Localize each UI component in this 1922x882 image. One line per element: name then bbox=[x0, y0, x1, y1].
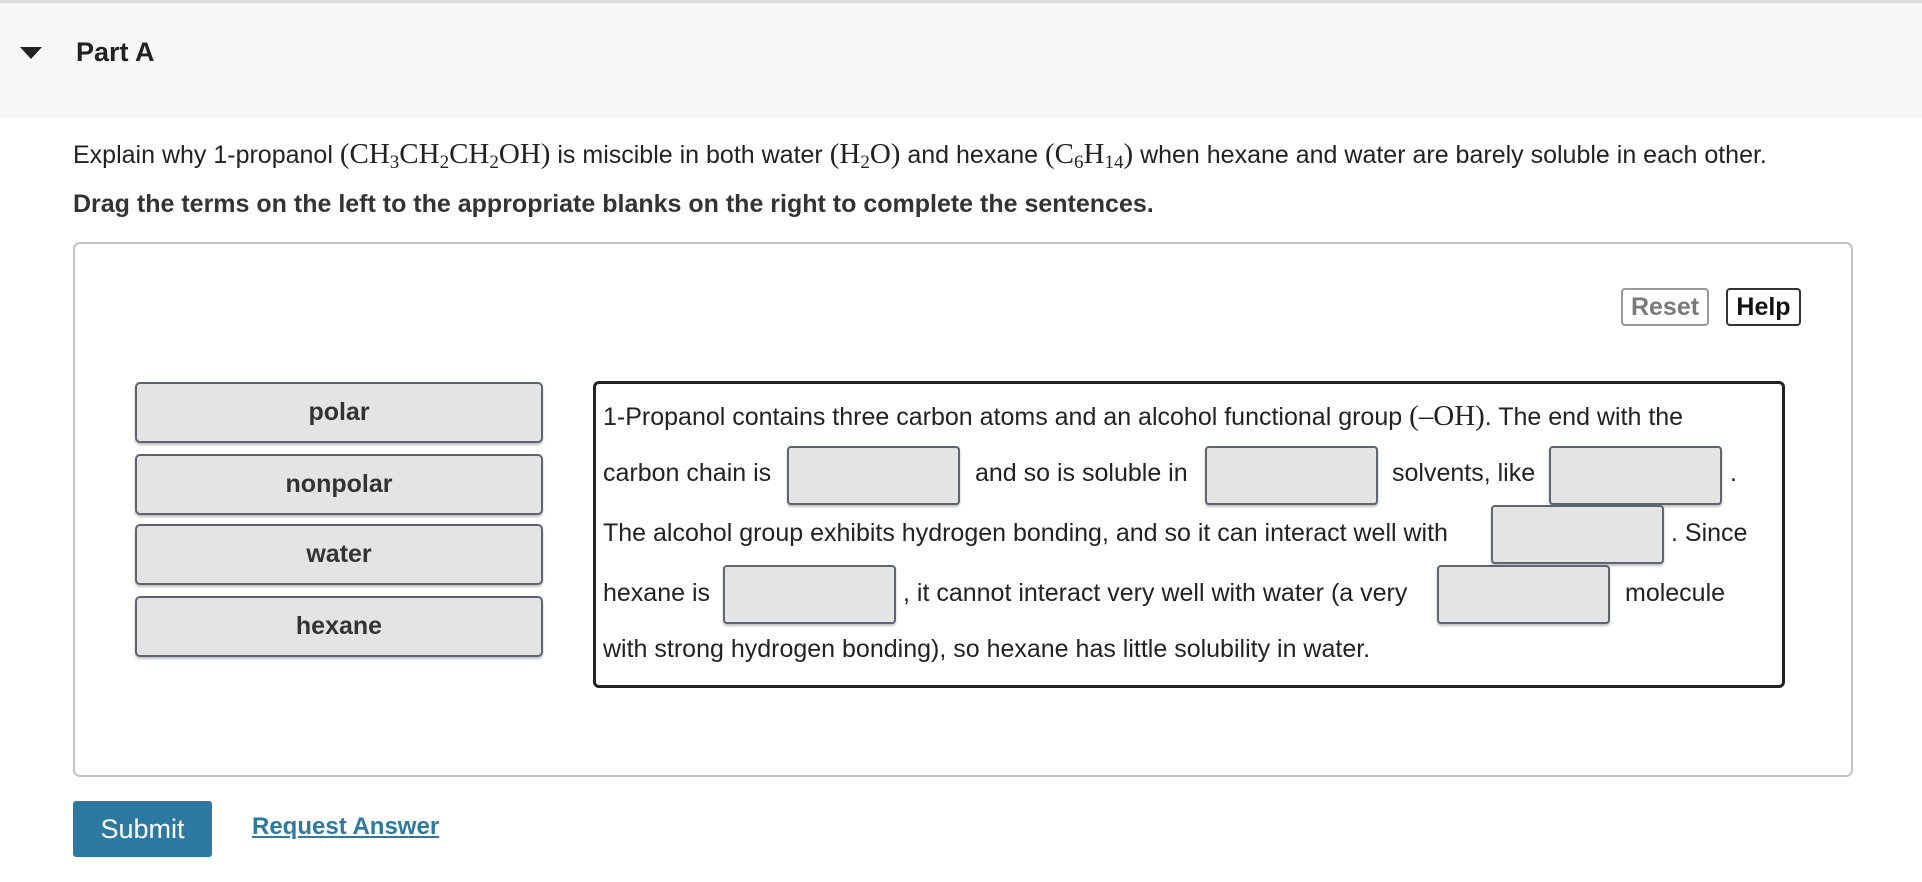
sentence-line-5: with strong hydrogen bonding), so hexane has little solubility in water. bbox=[603, 635, 1371, 663]
part-header[interactable] bbox=[0, 3, 1922, 118]
sentence-text: carbon chain is bbox=[603, 459, 772, 487]
term-water[interactable]: water bbox=[135, 524, 543, 585]
part-title: Part A bbox=[76, 37, 155, 67]
sentence-text: hexane is bbox=[603, 579, 711, 607]
term-nonpolar[interactable]: nonpolar bbox=[135, 454, 543, 515]
drop-blank-2[interactable] bbox=[1205, 446, 1378, 505]
request-answer-link[interactable]: Request Answer bbox=[252, 813, 440, 840]
sentence-line-1: 1-Propanol contains three carbon atoms and an alcohol functional group (–OH). The end with the bbox=[603, 400, 1684, 432]
instruction-text: Drag the terms on the left to the appropriate blanks on the right to complete the sentences. bbox=[73, 190, 1154, 218]
sentence-text: . Since bbox=[1671, 519, 1748, 547]
drop-blank-5[interactable] bbox=[723, 565, 896, 624]
sentence-text: , it cannot interact very well with water (a very bbox=[903, 579, 1408, 607]
drop-blank-3[interactable] bbox=[1549, 446, 1722, 505]
help-button[interactable]: Help bbox=[1726, 288, 1801, 326]
term-hexane[interactable]: hexane bbox=[135, 596, 543, 657]
sentence-text: . bbox=[1730, 459, 1737, 487]
sentence-text: molecule bbox=[1625, 579, 1726, 607]
sentence-text: The alcohol group exhibits hydrogen bonding, and so it can interact well with bbox=[603, 519, 1448, 547]
question-text: Explain why 1-propanol $(CH_3CH_2CH_2OH)$ is miscible in both water $(H_2O)$ and hexane $(C_6H_{14})$ when hexane and water are barely soluble in each other. bbox=[73, 138, 1767, 173]
sentence-text: solvents, like bbox=[1392, 459, 1536, 487]
reset-button[interactable]: Reset bbox=[1621, 288, 1709, 326]
drop-blank-6[interactable] bbox=[1437, 565, 1610, 624]
collapse-caret-icon[interactable] bbox=[20, 47, 42, 59]
drop-blank-4[interactable] bbox=[1491, 505, 1664, 564]
term-polar[interactable]: polar bbox=[135, 382, 543, 443]
drop-blank-1[interactable] bbox=[787, 446, 960, 505]
sentence-text: and so is soluble in bbox=[975, 459, 1188, 487]
submit-button[interactable]: Submit bbox=[73, 801, 212, 857]
